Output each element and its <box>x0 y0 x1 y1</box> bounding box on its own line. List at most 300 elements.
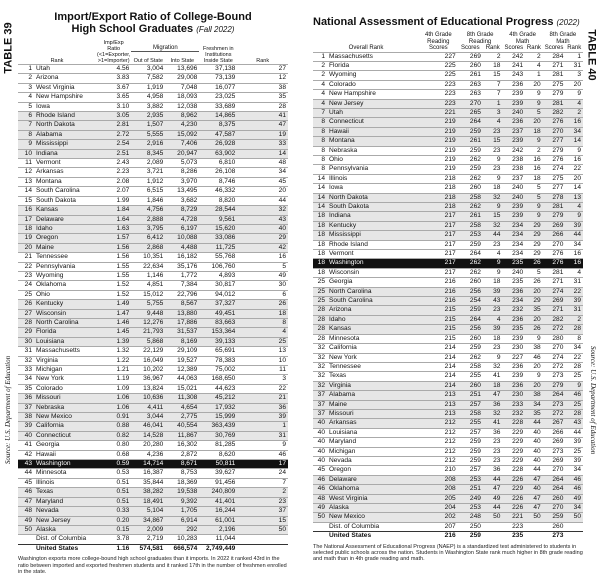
table-cell: 9 <box>525 212 543 221</box>
table-cell: 44 <box>18 469 34 478</box>
rank-header: Rank <box>485 45 500 51</box>
table-cell: 1.63 <box>96 224 131 233</box>
table-cell: 23 <box>483 127 503 136</box>
table-cell <box>525 522 543 531</box>
freshmen-header: Freshmen in Institutions Inside State <box>203 46 234 64</box>
table-cell: 25 <box>313 278 327 287</box>
table-cell: 253 <box>458 231 483 240</box>
table-cell: 2,935 <box>131 112 165 121</box>
table-cell: 223 <box>419 99 458 108</box>
table-cell: 3,795 <box>131 224 165 233</box>
table-cell: 267 <box>543 419 566 428</box>
table-cell: 4,958 <box>131 93 165 102</box>
table-cell: 271 <box>543 306 566 315</box>
g4-math-header: 4th Grade Math <box>509 32 536 45</box>
table-row <box>18 469 288 478</box>
table-cell: 36 <box>483 466 503 475</box>
table-cell: 21 <box>237 394 288 403</box>
table-row <box>313 400 583 409</box>
table-cell: 14 <box>313 193 327 202</box>
table-cell: 264 <box>458 250 483 259</box>
table-cell: 50 <box>237 525 288 534</box>
table-cell: 12,389 <box>165 366 199 375</box>
table-row <box>18 460 288 469</box>
table-cell: 226 <box>502 494 525 503</box>
table-cell: 3,004 <box>131 65 165 74</box>
table-cell: 218 <box>419 203 458 212</box>
table-cell: 275 <box>543 80 566 89</box>
right-table-body <box>313 52 583 541</box>
table-row <box>18 413 288 422</box>
table-cell: 22 <box>565 165 583 174</box>
table-cell: 1.09 <box>96 384 131 393</box>
table-cell: 18 <box>313 259 327 268</box>
table-cell: 16 <box>525 155 543 164</box>
table-cell: 39 <box>483 325 503 334</box>
table-cell: 5,104 <box>131 507 165 516</box>
table-cell: 2,888 <box>131 215 165 224</box>
table-cell: 34 <box>565 240 583 249</box>
table-cell: 235 <box>502 259 525 268</box>
table-cell: 217 <box>419 250 458 259</box>
table-cell: 259 <box>543 513 566 522</box>
table-row <box>18 281 288 290</box>
table-cell: 13,495 <box>165 187 199 196</box>
table-cell: New Mexico <box>34 413 96 422</box>
table-row <box>18 93 288 102</box>
table-cell: 236 <box>502 362 525 371</box>
table-cell: 4,654 <box>165 403 199 412</box>
table-cell: 8 <box>313 165 327 174</box>
table-cell: Michigan <box>34 366 96 375</box>
table-cell: 1 <box>565 52 583 61</box>
table-cell: 13,696 <box>165 65 199 74</box>
table-cell: 258 <box>458 362 483 371</box>
table-cell: 28 <box>237 102 288 111</box>
table-cell: 257 <box>458 466 483 475</box>
table-cell: Alaska <box>327 504 419 513</box>
table-cell: 46 <box>313 475 327 484</box>
table-cell: 18 <box>313 268 327 277</box>
table-cell: 14 <box>313 203 327 212</box>
table-cell: 34 <box>18 375 34 384</box>
table-cell: 39 <box>565 297 583 306</box>
table-cell: 223 <box>419 90 458 99</box>
table-cell: 44 <box>483 231 503 240</box>
table-cell: Delaware <box>34 215 96 224</box>
table-cell: 264 <box>458 118 483 127</box>
table-cell: 1.56 <box>96 253 131 262</box>
table-cell: 208 <box>419 485 458 494</box>
table-cell: 8,820 <box>199 196 237 205</box>
table-cell: 259 <box>458 532 483 541</box>
rank-header: Rank <box>526 45 541 51</box>
table-cell: Ohio <box>34 290 96 299</box>
table-cell: 38 <box>237 83 288 92</box>
table-cell: 24 <box>18 281 34 290</box>
table-cell: 20 <box>525 315 543 324</box>
table-cell: 9 <box>525 137 543 146</box>
table-cell: 18,491 <box>131 497 165 506</box>
table-row <box>18 271 288 280</box>
table-cell: 10,351 <box>131 253 165 262</box>
table-row <box>18 224 288 233</box>
table-cell: 269 <box>543 297 566 306</box>
table-cell: 214 <box>419 344 458 353</box>
table-cell: 2 <box>525 146 543 155</box>
table-cell: 269 <box>543 221 566 230</box>
table-row <box>18 384 288 393</box>
table-cell: 240 <box>502 108 525 117</box>
table-cell: 227 <box>419 52 458 61</box>
table-cell: 49 <box>237 271 288 280</box>
table-cell: 40 <box>18 431 34 440</box>
table-cell: 258 <box>458 221 483 230</box>
table-cell: 26 <box>525 325 543 334</box>
table-cell: 5 <box>525 268 543 277</box>
table-row <box>313 80 583 89</box>
table-cell: 273 <box>543 400 566 409</box>
table-cell: 5 <box>525 193 543 202</box>
table-cell: 83,663 <box>199 318 237 327</box>
table-cell: 8,286 <box>165 168 199 177</box>
table-cell: 49 <box>18 516 34 525</box>
table-cell: 24 <box>237 469 288 478</box>
table-cell: 4 <box>565 203 583 212</box>
table-cell: 259 <box>458 306 483 315</box>
table-cell: 363,439 <box>199 422 237 431</box>
table-cell: 239 <box>502 203 525 212</box>
table-cell: 261 <box>458 137 483 146</box>
table-cell: 2,916 <box>131 140 165 149</box>
table-cell: 223 <box>502 522 525 531</box>
table-cell: 44,623 <box>199 384 237 393</box>
table-cell: 42 <box>237 243 288 252</box>
table-cell: 16,182 <box>165 253 199 262</box>
table-cell: 2,868 <box>131 243 165 252</box>
table-cell: 214 <box>419 353 458 362</box>
table-cell: 2.72 <box>96 130 131 139</box>
table-cell: Missouri <box>327 409 419 418</box>
table-cell: 50 <box>483 513 503 522</box>
table-cell: 6,412 <box>131 234 165 243</box>
table-row <box>313 485 583 494</box>
table-cell: 40 <box>313 419 327 428</box>
table-cell: 44 <box>483 475 503 484</box>
table-cell: 16,302 <box>165 441 199 450</box>
table-cell: 3 <box>483 108 503 117</box>
table-cell: 50 <box>525 513 543 522</box>
table-cell: Mississippi <box>34 140 96 149</box>
table-cell: 39 <box>483 287 503 296</box>
table-cell: 18 <box>483 61 503 70</box>
table-cell: 1.64 <box>96 215 131 224</box>
table-cell: 14,714 <box>131 460 165 469</box>
right-title: National Assessment of Educational Progress (2022) <box>313 16 580 28</box>
table-cell: 212 <box>419 456 458 465</box>
table-cell: 270 <box>543 344 566 353</box>
table-cell: 262 <box>458 353 483 362</box>
table-cell: 41 <box>18 441 34 450</box>
table-cell: 40 <box>525 428 543 437</box>
table-cell: 273 <box>543 532 566 541</box>
table-cell: 234 <box>502 250 525 259</box>
table-cell: 28 <box>313 334 327 343</box>
table-cell: 16 <box>237 253 288 262</box>
scores-header: Scores <box>429 45 448 51</box>
table-cell: 239 <box>502 212 525 221</box>
table-cell: 274 <box>543 353 566 362</box>
table-cell: 229 <box>502 456 525 465</box>
table-cell: 1.84 <box>96 206 131 215</box>
table-cell: 44 <box>565 231 583 240</box>
table-cell: 1.49 <box>96 300 131 309</box>
table-cell: 44 <box>483 504 503 513</box>
table-cell: 3 <box>18 83 34 92</box>
table-cell: 31 <box>237 431 288 440</box>
table-cell: 28,544 <box>199 206 237 215</box>
table-cell: 18 <box>313 212 327 221</box>
table-cell: 28 <box>313 315 327 324</box>
table-cell: 243 <box>502 71 525 80</box>
table-cell: Vermont <box>34 159 96 168</box>
table-cell: 259 <box>458 146 483 155</box>
table-cell: 20,280 <box>131 441 165 450</box>
table-cell: Illinois <box>34 478 96 487</box>
table-cell: 15 <box>18 196 34 205</box>
table-cell: 3,882 <box>131 102 165 111</box>
table-cell: 18,093 <box>165 93 199 102</box>
table-cell: 240 <box>502 268 525 277</box>
table-cell: 28 <box>565 362 583 371</box>
table-cell: 228 <box>502 419 525 428</box>
table-cell: Indiana <box>327 212 419 221</box>
table-cell: 15,620 <box>199 224 237 233</box>
table-cell: 230 <box>502 391 525 400</box>
table-cell: United States <box>34 544 96 553</box>
table-cell: 22 <box>565 353 583 362</box>
table-cell: 216 <box>419 278 458 287</box>
table-cell: 1.55 <box>96 271 131 280</box>
table-cell: 3,721 <box>131 168 165 177</box>
table-cell: 0.15 <box>96 525 131 534</box>
table-cell: 8 <box>313 137 327 146</box>
table-cell: 15 <box>483 71 503 80</box>
table-cell: New Jersey <box>34 516 96 525</box>
table-cell: 266 <box>543 428 566 437</box>
table-cell: 27 <box>18 309 34 318</box>
table-cell: 153,364 <box>199 328 237 337</box>
table-cell: 1,919 <box>131 83 165 92</box>
table-cell: 38 <box>525 344 543 353</box>
table-row <box>313 108 583 117</box>
table-cell: 255 <box>458 372 483 381</box>
table-cell: Kansas <box>34 206 96 215</box>
table-cell: 19 <box>18 234 34 243</box>
table-cell: 28 <box>565 325 583 334</box>
table-row <box>18 441 288 450</box>
table-cell: 266 <box>543 231 566 240</box>
table-row <box>18 159 288 168</box>
table-cell: Washington <box>327 259 419 268</box>
table-row <box>18 253 288 262</box>
table-cell: Dist. of Columbia <box>327 522 419 531</box>
table-cell: 212 <box>419 438 458 447</box>
table-cell: 29 <box>525 250 543 259</box>
table-row <box>18 516 288 525</box>
table-cell: 276 <box>543 250 566 259</box>
table-cell: 29,109 <box>165 347 199 356</box>
table-cell: 5,073 <box>165 159 199 168</box>
table-cell <box>18 544 34 553</box>
table-cell: 2.54 <box>96 140 131 149</box>
table-cell: Mississippi <box>327 231 419 240</box>
table-row <box>313 52 583 61</box>
table-cell: 10 <box>18 149 34 158</box>
table-cell: 20 <box>525 381 543 390</box>
table-cell: 271 <box>543 278 566 287</box>
table-cell: 32 <box>483 193 503 202</box>
right-source-note: Source: U.S. Department of Education <box>589 345 598 455</box>
table-cell: 39 <box>565 438 583 447</box>
table-cell: 4.56 <box>96 65 131 74</box>
table-cell <box>483 522 503 531</box>
table-cell: 219 <box>419 127 458 136</box>
table-row <box>18 375 288 384</box>
table-cell: 9 <box>565 90 583 99</box>
table-cell: 22,129 <box>131 347 165 356</box>
table-cell: 4,230 <box>165 121 199 130</box>
table-cell: 259 <box>458 240 483 249</box>
table-cell: Montana <box>327 137 419 146</box>
scores-header: Scores <box>504 45 524 51</box>
table-row <box>18 309 288 318</box>
table-cell: 9 <box>525 99 543 108</box>
table-cell: 219 <box>419 118 458 127</box>
table-cell: 216 <box>419 532 458 541</box>
table-cell: 25 <box>237 337 288 346</box>
table-cell: 3.67 <box>96 83 131 92</box>
table-cell: Nevada <box>327 456 419 465</box>
table-cell: 249 <box>458 494 483 503</box>
table-cell: Iowa <box>327 184 419 193</box>
table-row <box>313 494 583 503</box>
table-cell: 18 <box>313 231 327 240</box>
table-cell: New Hampshire <box>34 93 96 102</box>
table-cell: 239 <box>502 372 525 381</box>
table-row <box>18 215 288 224</box>
table-cell: 257 <box>458 428 483 437</box>
table-cell: Ohio <box>327 155 419 164</box>
table-cell: 6,810 <box>199 159 237 168</box>
table-cell: 574,581 <box>131 544 165 553</box>
table-cell: Indiana <box>34 149 96 158</box>
left-page <box>18 0 288 575</box>
table-cell: 1.46 <box>96 318 131 327</box>
table-cell: 273 <box>543 372 566 381</box>
table-cell: 281 <box>543 99 566 108</box>
table-cell: 41 <box>483 372 503 381</box>
table-cell: 23 <box>483 456 503 465</box>
table-cell: 18 <box>313 221 327 230</box>
table-cell: Pennsylvania <box>34 262 96 271</box>
table-cell: 47 <box>525 504 543 513</box>
table-cell: 0.51 <box>96 478 131 487</box>
table-cell: 12,038 <box>165 102 199 111</box>
table-cell: 20,947 <box>165 149 199 158</box>
table-row <box>18 206 288 215</box>
table-cell: 1,772 <box>165 271 199 280</box>
table-cell: 14,865 <box>199 112 237 121</box>
table-cell: 8 <box>313 155 327 164</box>
table-cell: 29 <box>525 231 543 240</box>
table-cell: Utah <box>327 108 419 117</box>
table-cell: 40 <box>525 485 543 494</box>
table-cell: 21,793 <box>131 328 165 337</box>
table-cell: California <box>34 422 96 431</box>
table-cell: 8,729 <box>165 206 199 215</box>
table-cell: Texas <box>327 372 419 381</box>
table-cell: 48 <box>18 507 34 516</box>
table-cell: 31,537 <box>165 328 199 337</box>
table-cell: 45,212 <box>199 394 237 403</box>
table-cell: 2,196 <box>199 525 237 534</box>
table-cell: 21 <box>18 253 34 262</box>
table-cell: 18 <box>483 381 503 390</box>
table-cell: 262 <box>458 174 483 183</box>
table-cell: 236 <box>502 80 525 89</box>
table-cell: 217 <box>419 240 458 249</box>
table-cell: Connecticut <box>327 118 419 127</box>
table-cell: 228 <box>502 466 525 475</box>
table-cell: 32 <box>313 344 327 353</box>
table-cell: 217 <box>419 259 458 268</box>
table-cell: 4,851 <box>131 281 165 290</box>
table-cell: 0.51 <box>96 488 131 497</box>
table-row <box>313 315 583 324</box>
table-cell: 270 <box>543 504 566 513</box>
table-row <box>18 149 288 158</box>
table-cell: 2.81 <box>96 121 131 130</box>
table-cell: 15,012 <box>131 290 165 299</box>
table-cell: 4,756 <box>131 206 165 215</box>
table-row <box>18 337 288 346</box>
table-cell: 264 <box>458 315 483 324</box>
table-cell: 272 <box>543 362 566 371</box>
table-cell: 46 <box>565 485 583 494</box>
table-cell: 4 <box>313 80 327 89</box>
table-cell: 43 <box>565 419 583 428</box>
table-cell: 36 <box>18 394 34 403</box>
table-cell: 19,538 <box>165 488 199 497</box>
table-row <box>18 328 288 337</box>
table-cell: 47,587 <box>199 130 237 139</box>
table-row <box>313 127 583 136</box>
table-row <box>18 262 288 271</box>
table-row <box>18 366 288 375</box>
table-cell: 23 <box>483 240 503 249</box>
table-cell: 18 <box>237 309 288 318</box>
table-cell: 49 <box>483 494 503 503</box>
table-cell: 238 <box>502 165 525 174</box>
table-cell: 265 <box>458 108 483 117</box>
table-cell: 37,138 <box>199 65 237 74</box>
table-row <box>313 325 583 334</box>
table-cell: 23 <box>483 344 503 353</box>
table-cell: 256 <box>458 287 483 296</box>
table-cell: 0.53 <box>96 469 131 478</box>
table-cell: 9 <box>483 268 503 277</box>
